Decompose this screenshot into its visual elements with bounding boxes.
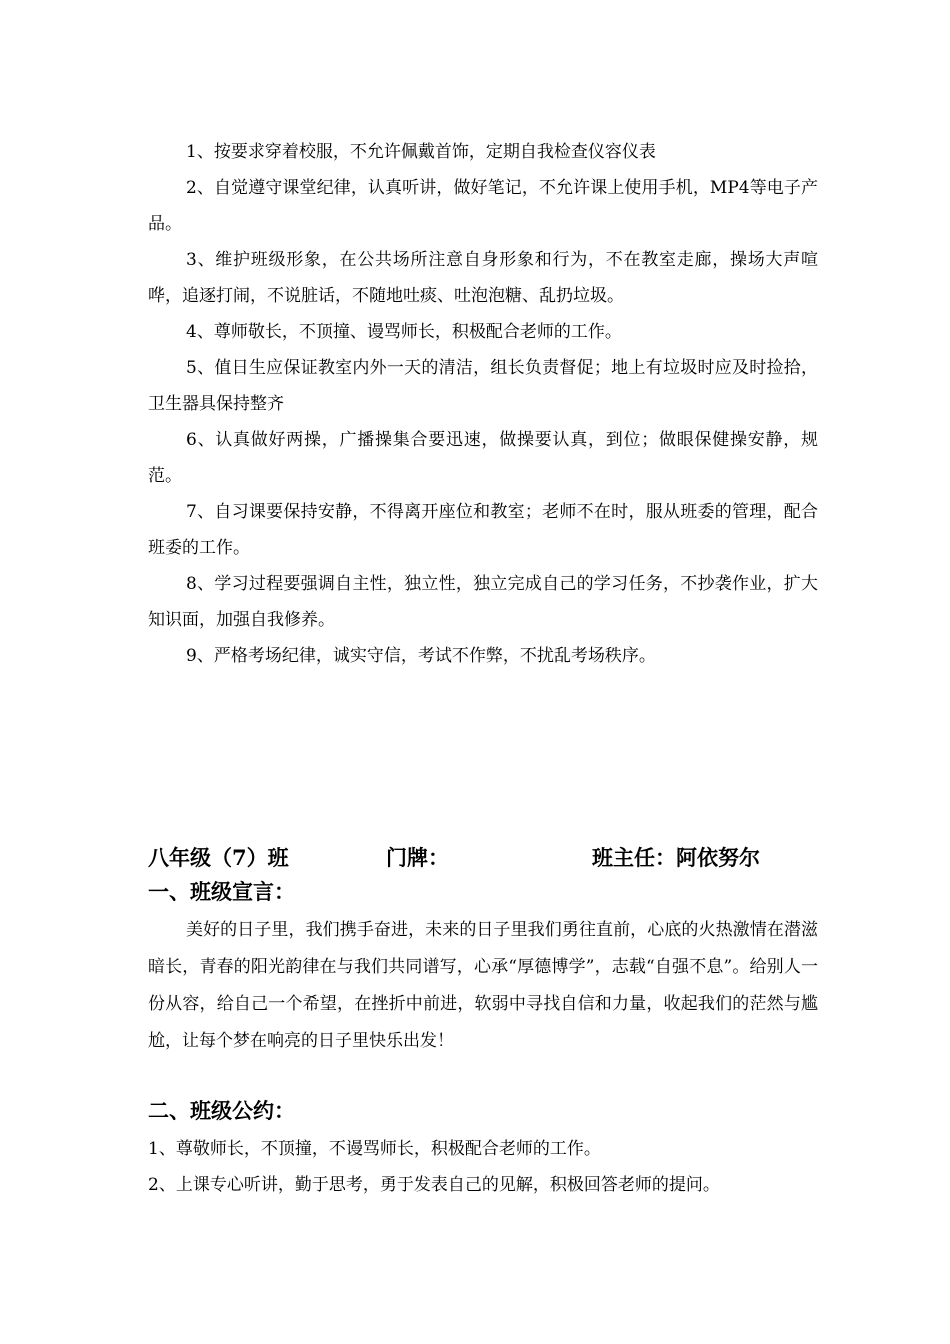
declaration-text: 美好的日子里，我们携手奋进，未来的日子里我们勇往直前，心底的火热激情在潜滋暗长，青春的阳光韵律在与我们共同谱写，心承“厚德博学”，志载“自强不息”。给别人一份从容，给自己一个希望，在挫折中前进，软弱中寻找自信和力量，收起我们的茫然与尴尬，让每个梦在响亮的日子里快乐出发！ xyxy=(148,920,818,1051)
rule-item-2: 2、自觉遵守课堂纪律，认真听讲，做好笔记，不允许课上使用手机，MP4等电子产品。 xyxy=(148,178,818,234)
declaration-title: 一、班级宣言： xyxy=(148,879,295,904)
rule-item-1: 1、按要求穿着校服，不允许佩戴首饰，定期自我检查仪容仪表 xyxy=(186,142,656,162)
pact-list xyxy=(148,1131,818,1203)
class-header xyxy=(148,838,818,878)
head-teacher-label: 班主任：阿依努尔 xyxy=(592,845,760,870)
rule-item-9: 9、严格考场纪律，诚实守信，考试不作弊，不扰乱考场秩序。 xyxy=(186,646,656,666)
rule-item-7: 7、自习课要保持安静，不得离开座位和教室；老师不在时，服从班委的管理，配合班委的工作。 xyxy=(148,502,818,558)
rule-item-4: 4、尊师敬长，不顶撞、谩骂师长，积极配合老师的工作。 xyxy=(186,322,622,342)
rule-item-8: 8、学习过程要强调自主性，独立性，独立完成自己的学习任务，不抄袭作业，扩大知识面，加强自我修养。 xyxy=(148,574,818,630)
class-name: 八年级（7）班 xyxy=(148,845,289,870)
door-label: 门牌： xyxy=(386,845,449,870)
rule-item-6: 6、认真做好两操，广播操集合要迅速，做操要认真，到位；做眼保健操安静，规范。 xyxy=(148,430,818,486)
declaration-body xyxy=(148,912,818,1060)
pact-item-1: 1、尊敬师长，不顶撞，不谩骂师长，积极配合老师的工作。 xyxy=(148,1139,601,1159)
rule-item-5: 5、值日生应保证教室内外一天的清洁，组长负责督促；地上有垃圾时应及时捡拾，卫生器具保持整齐 xyxy=(148,358,818,414)
pact-item-2: 2、上课专心听讲，勤于思考，勇于发表自己的见解，积极回答老师的提问。 xyxy=(148,1175,720,1195)
rule-item-3: 3、维护班级形象，在公共场所注意自身形象和行为，不在教室走廊，操场大声喧哗，追逐打闹，不说脏话，不随地吐痰、吐泡泡糖、乱扔垃圾。 xyxy=(148,250,818,306)
pact-title: 二、班级公约： xyxy=(148,1098,295,1123)
class-rules-list xyxy=(148,134,818,674)
